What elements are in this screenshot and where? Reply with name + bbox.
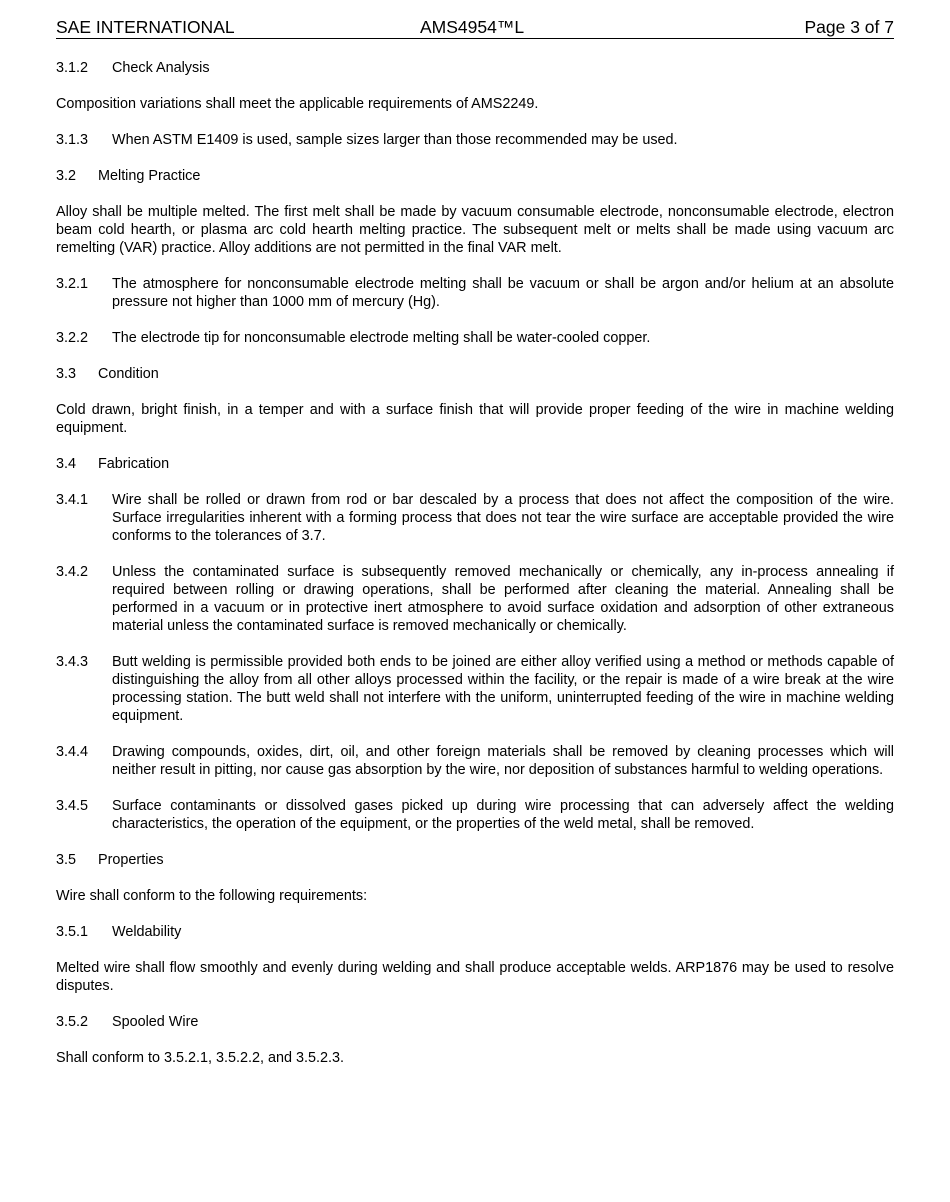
section-title: Weldability: [112, 924, 182, 940]
paragraph-3-1-2: Composition variations shall meet the applicable requirements of AMS2249.: [56, 96, 539, 112]
section-number: 3.2: [56, 168, 77, 184]
section-heading-3-5: [56, 851, 894, 869]
section-number: 3.1.2: [56, 60, 89, 76]
section-title: Properties: [98, 852, 164, 868]
header-organization: SAE INTERNATIONAL: [56, 17, 235, 37]
document-page: [56, 0, 894, 1085]
clause-text: Wire shall be rolled or drawn from rod or bar descaled by a process that does not affect the composition of the wire. Surface irregularities inherent with a forming process that does not tear the wire surface are acceptable provided the wire conforms to the tolerances of 3.7.: [112, 492, 894, 544]
clause-text: Unless the contaminated surface is subsequently removed mechanically or chemically, any in-process annealing if required between rolling or drawing operations, shall be performed after cleaning the material. Annealing shall be performed in a vacuum or in protective inert atmosphere to avoid surface oxidation and adsorption of other extraneous material unless the contaminated surface is removed mechanically or chemically.: [112, 564, 894, 634]
paragraph-3-2: Alloy shall be multiple melted. The first melt shall be made by vacuum consumable electrode, nonconsumable electrode, electron beam cold hearth, or plasma arc cold hearth melting practice. The subsequent melt or melts shall be made using vacuum arc remelting (VAR) practice. Alloy additions are not permitted in the final VAR melt.: [56, 204, 894, 256]
section-title: Spooled Wire: [112, 1014, 199, 1030]
clause-text: When ASTM E1409 is used, sample sizes larger than those recommended may be used.: [112, 132, 678, 148]
document-body: [56, 39, 894, 1067]
clause-3-4-2: [56, 563, 894, 635]
paragraph-3-5: Wire shall conform to the following requirements:: [56, 888, 368, 904]
section-heading-3-1-2: [56, 59, 894, 77]
section-title: Melting Practice: [98, 168, 201, 184]
clause-text: Drawing compounds, oxides, dirt, oil, and other foreign materials shall be removed by cleaning processes which will neither result in pitting, nor cause gas absorption by the wire, nor deposition of substances harmful to welding operations.: [112, 744, 894, 778]
clause-3-4-5: [56, 797, 894, 833]
page-header: [56, 0, 894, 39]
section-number: 3.4: [56, 456, 77, 472]
section-title: Fabrication: [98, 456, 170, 472]
section-heading-3-2: [56, 167, 894, 185]
section-heading-3-4: [56, 455, 894, 473]
clause-number: 3.4.5: [56, 798, 89, 814]
section-number: 3.5: [56, 852, 77, 868]
section-number: 3.5.2: [56, 1014, 89, 1030]
section-heading-3-5-2: [56, 1013, 894, 1031]
clause-number: 3.4.2: [56, 564, 89, 580]
section-number: 3.5.1: [56, 924, 89, 940]
clause-number: 3.2.2: [56, 330, 89, 346]
section-title: Condition: [98, 366, 159, 382]
clause-text: The electrode tip for nonconsumable electrode melting shall be water-cooled copper.: [112, 330, 651, 346]
clause-3-4-4: [56, 743, 894, 779]
section-title: Check Analysis: [112, 60, 210, 76]
clause-text: Butt welding is permissible provided both ends to be joined are either alloy verified using a method or methods capable of distinguishing the alloy from all other alloys processed within the facility, or the repair is made of a wire break at the wire processing station. The butt weld shall not interfere with the uniform, uninterrupted feeding of the wire in machine welding equipment.: [112, 654, 894, 724]
clause-3-1-3: [56, 131, 894, 149]
clause-text: Surface contaminants or dissolved gases picked up during wire processing that can adversely affect the welding characteristics, the operation of the equipment, or the properties of the weld metal, shall be removed.: [112, 798, 894, 832]
header-page-number: Page 3 of 7: [804, 17, 894, 37]
clause-number: 3.4.4: [56, 744, 89, 760]
paragraph-3-5-1: Melted wire shall flow smoothly and evenly during welding and shall produce acceptable welds. ARP1876 may be used to resolve disputes.: [56, 960, 894, 994]
paragraph-3-3: Cold drawn, bright finish, in a temper and with a surface finish that will provide proper feeding of the wire in machine welding equipment.: [56, 402, 894, 436]
clause-3-4-1: [56, 491, 894, 545]
clause-number: 3.4.1: [56, 492, 89, 508]
clause-3-2-2: [56, 329, 894, 347]
clause-3-2-1: [56, 275, 894, 311]
clause-number: 3.4.3: [56, 654, 89, 670]
section-heading-3-3: [56, 365, 894, 383]
clause-3-4-3: [56, 653, 894, 725]
clause-text: The atmosphere for nonconsumable electrode melting shall be vacuum or shall be argon and/or helium at an absolute pressure not higher than 1000 mm of mercury (Hg).: [112, 276, 894, 310]
paragraph-3-5-2: Shall conform to 3.5.2.1, 3.5.2.2, and 3.5.2.3.: [56, 1050, 345, 1066]
clause-number: 3.1.3: [56, 132, 89, 148]
section-number: 3.3: [56, 366, 77, 382]
section-heading-3-5-1: [56, 923, 894, 941]
clause-number: 3.2.1: [56, 276, 89, 292]
header-document-id: AMS4954™L: [420, 17, 525, 37]
